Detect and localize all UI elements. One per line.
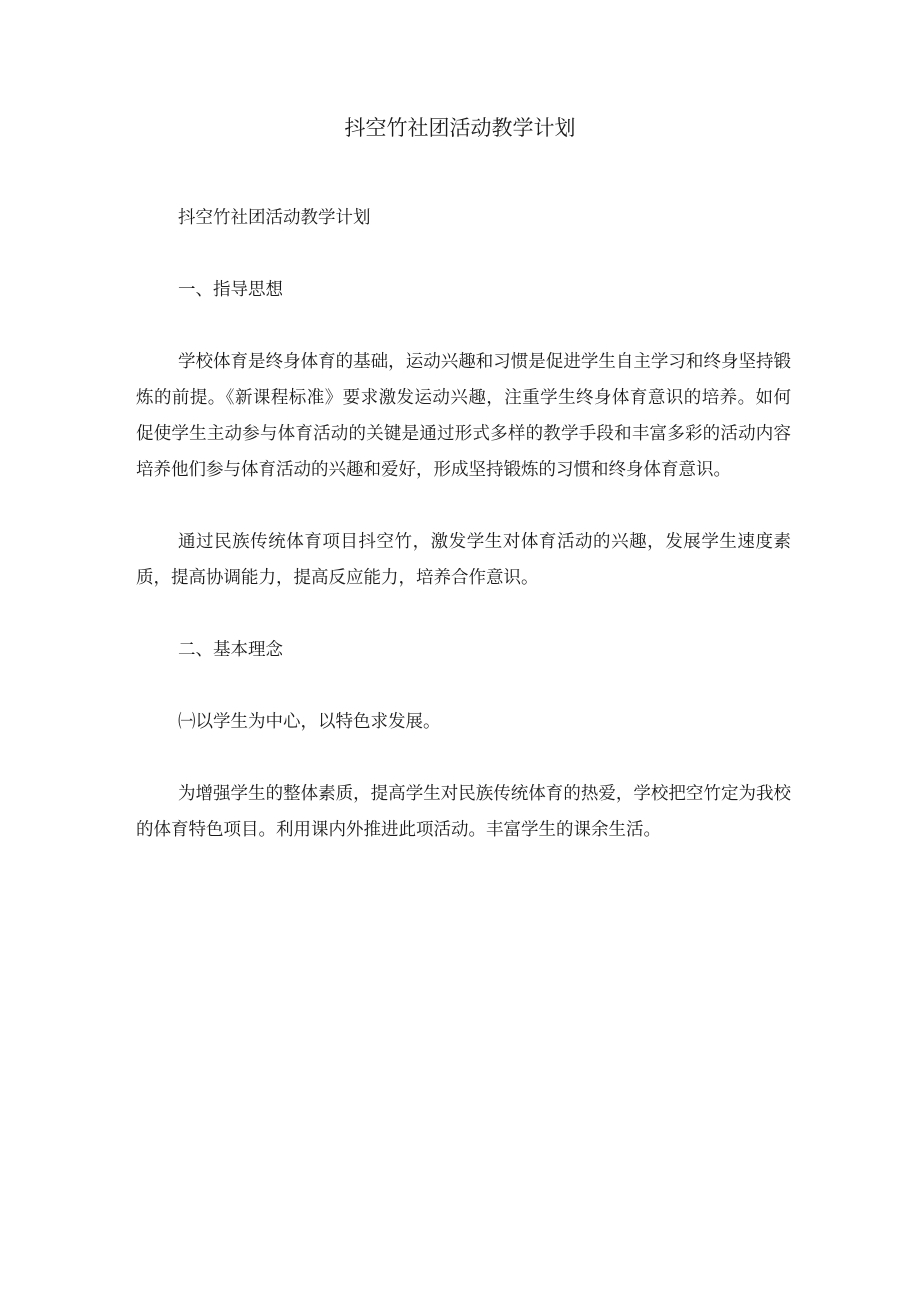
subtitle-paragraph: 抖空竹社团活动教学计划 [178, 208, 371, 228]
section-heading-guiding-ideology: 一、指导思想 [178, 280, 283, 300]
body-paragraph: 学校体育是终身体育的基础，运动兴趣和习惯是促进学生自主学习和终身坚持锻炼的前提。《新课程标准》要求激发运动兴趣，注重学生终身体育意识的培养。如何促使学生主动参与体育活动的关键是通过形式多样的教学手段和丰富多彩的活动内容培养他们参与体育活动的兴趣和爱好，形成坚持锻炼的习惯和终身体育意识。 [136, 352, 791, 480]
body-paragraph: 通过民族传统体育项目抖空竹，激发学生对体育活动的兴趣，发展学生速度素质，提高协调能力，提高反应能力，培养合作意识。 [136, 532, 791, 588]
body-paragraph: 为增强学生的整体素质，提高学生对民族传统体育的热爱，学校把空竹定为我校的体育特色项目。利用课内外推进此项活动。丰富学生的课余生活。 [136, 784, 791, 840]
section-heading-basic-concept: 二、基本理念 [178, 640, 283, 660]
sub-heading-paragraph: ㈠以学生为中心，以特色求发展。 [178, 712, 441, 732]
document-title: 抖空竹社团活动教学计划 [344, 116, 576, 140]
document-body [136, 200, 791, 884]
